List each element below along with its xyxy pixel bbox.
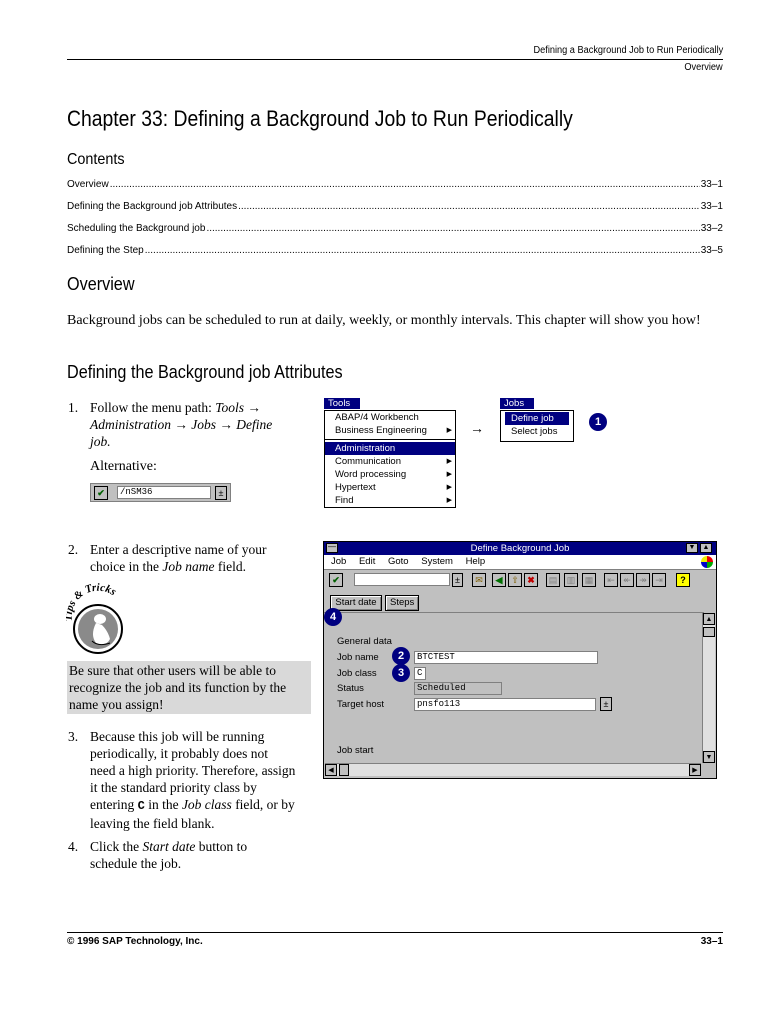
system-menu-icon[interactable]: — xyxy=(328,542,336,551)
callout-badge-3: 3 xyxy=(392,664,410,682)
footer-copyright: © 1996 SAP Technology, Inc. xyxy=(67,936,203,947)
menu-item-administration[interactable] xyxy=(325,442,455,455)
command-field[interactable]: /nSM36 xyxy=(117,486,211,499)
menu-item-define-job[interactable] xyxy=(505,412,569,425)
last-page-icon[interactable]: ⇥ xyxy=(652,573,666,587)
menu-edit[interactable]: Edit xyxy=(358,556,376,567)
scroll-up-icon[interactable]: ▲ xyxy=(703,613,715,625)
callout-badge-1: 1 xyxy=(589,413,607,431)
menu-system[interactable]: System xyxy=(421,556,453,567)
scroll-down-icon[interactable]: ▼ xyxy=(703,751,715,763)
toc-leader xyxy=(145,245,700,256)
job-name-label: Job name xyxy=(337,652,379,663)
code-value: C xyxy=(137,799,145,813)
previous-page-icon[interactable]: ↞ xyxy=(620,573,634,587)
footer-page-number: 33–1 xyxy=(700,936,723,947)
job-start-label: Job start xyxy=(337,745,374,756)
step-1 xyxy=(68,399,296,459)
header-rule xyxy=(67,59,723,60)
callout-badge-4: 4 xyxy=(324,608,342,626)
status-field: Scheduled xyxy=(414,682,502,695)
toolbar-divider xyxy=(324,612,704,613)
button-name: Start date xyxy=(142,839,196,854)
help-icon[interactable]: ? xyxy=(676,573,690,587)
toc-leader xyxy=(110,179,700,190)
submenu-arrow-icon: ▶ xyxy=(446,484,452,491)
command-bar xyxy=(90,483,231,502)
first-page-icon[interactable]: ⇤ xyxy=(604,573,618,587)
field-name: Job name xyxy=(162,559,215,574)
toc-row[interactable] xyxy=(67,245,723,256)
step-number: 3. xyxy=(68,729,79,744)
step-number: 2. xyxy=(68,542,79,557)
menu-item-label: Select jobs xyxy=(511,426,558,437)
define-background-job-window xyxy=(323,541,717,779)
window-title: Define Background Job xyxy=(470,543,570,554)
dropdown-icon[interactable]: ± xyxy=(600,697,612,711)
job-class-label: Job class xyxy=(337,668,377,679)
step-text-part: in the xyxy=(144,797,182,812)
tips-and-tricks-icon xyxy=(66,583,130,657)
menu-job[interactable]: Job xyxy=(331,556,347,567)
menu-arrow: → xyxy=(470,422,484,437)
step-3 xyxy=(68,728,296,832)
submenu-arrow-icon: ▶ xyxy=(446,458,452,465)
menu-item-communication[interactable] xyxy=(325,455,455,468)
step-text-part: Enter a descriptive name of your choice in the xyxy=(90,542,267,574)
toc-row[interactable] xyxy=(67,201,723,212)
toc-title: Scheduling the Background job xyxy=(67,223,206,234)
horizontal-scrollbar[interactable] xyxy=(325,763,701,776)
enter-checkmark-icon[interactable]: ✔ xyxy=(94,486,108,500)
menu-item-word-processing[interactable] xyxy=(325,468,455,481)
toc-page: 33–2 xyxy=(700,223,723,234)
toc-page: 33–1 xyxy=(700,201,723,212)
menu-item-label: Define job xyxy=(511,413,554,424)
step-text-part: Because this job will be running periodically, it probably does not need a high priority. Therefore, assign it the standard priority class by entering xyxy=(90,729,296,812)
minimize-icon[interactable]: ▼ xyxy=(686,543,698,553)
alternative-label: Alternative: xyxy=(90,459,157,474)
toc-row[interactable] xyxy=(67,223,723,234)
submenu-arrow-icon: ▶ xyxy=(446,497,452,504)
toc-title: Defining the Step xyxy=(67,245,144,256)
menu-item-label: Communication xyxy=(335,456,401,467)
find-next-icon[interactable]: ▦ xyxy=(582,573,596,587)
toc-leader xyxy=(238,201,700,212)
contents-heading: Contents xyxy=(67,151,125,168)
target-host-label: Target host xyxy=(337,699,384,710)
step-text-part: Click the xyxy=(90,839,143,854)
toc-leader xyxy=(206,223,699,234)
enter-checkmark-icon[interactable]: ✔ xyxy=(329,573,343,587)
step-text xyxy=(90,399,296,450)
window-title-bar xyxy=(324,542,716,555)
menu-separator xyxy=(325,439,455,440)
command-field[interactable] xyxy=(354,573,450,586)
vertical-scrollbar[interactable] xyxy=(702,613,715,763)
menu-item-label: ABAP/4 Workbench xyxy=(335,412,419,423)
menu-item-select-jobs[interactable] xyxy=(501,425,573,438)
toc-title: Overview xyxy=(67,179,109,190)
menu-path: Tools → Administration → Jobs → Define job. xyxy=(90,400,273,449)
step-number: 4. xyxy=(68,839,79,854)
print-icon[interactable]: ▤ xyxy=(546,573,560,587)
running-header-section: Overview xyxy=(684,62,723,73)
dropdown-icon[interactable]: ± xyxy=(452,573,463,587)
tools-menu-title[interactable]: Tools xyxy=(324,398,360,409)
general-data-label: General data xyxy=(337,636,392,647)
step-4 xyxy=(68,838,296,874)
maximize-icon[interactable]: ▲ xyxy=(700,543,712,553)
job-class-field[interactable]: C xyxy=(414,667,426,680)
step-text-part: button to schedule the job. xyxy=(90,839,248,871)
toc-row[interactable] xyxy=(67,179,723,190)
step-text-part: field, or by leaving the field blank. xyxy=(90,797,295,831)
field-name: Job class xyxy=(181,797,232,812)
cancel-icon[interactable]: ✖ xyxy=(524,573,538,587)
target-host-field[interactable]: pnsfo113 xyxy=(414,698,596,711)
jobs-menu-title[interactable]: Jobs xyxy=(500,398,534,409)
save-icon[interactable]: ✉ xyxy=(472,573,486,587)
submenu-arrow-icon: ▶ xyxy=(446,471,452,478)
menu-item-label: Administration xyxy=(335,443,396,454)
find-icon[interactable]: ▥ xyxy=(564,573,578,587)
status-label: Status xyxy=(337,683,364,694)
step-text xyxy=(90,728,296,832)
submenu-arrow-icon: ▶ xyxy=(446,427,452,434)
scroll-right-icon[interactable]: ▶ xyxy=(689,764,701,776)
menu-item-label: Find xyxy=(335,495,354,506)
menu-item-label: Business Engineering xyxy=(335,425,427,436)
tools-menu xyxy=(324,410,456,508)
attributes-heading: Defining the Background job Attributes xyxy=(67,362,343,382)
menu-item-hypertext[interactable] xyxy=(325,481,455,494)
menu-item-label: Hypertext xyxy=(335,482,376,493)
menu-item-abap-workbench[interactable] xyxy=(325,411,455,424)
toc-page: 33–1 xyxy=(700,179,723,190)
toc-title: Defining the Background job Attributes xyxy=(67,201,238,212)
tip-box: Be sure that other users will be able to recognize the job and its function by the name you assign! xyxy=(67,661,311,714)
menu-item-business-engineering[interactable] xyxy=(325,424,455,437)
toc-page: 33–5 xyxy=(700,245,723,256)
step-text-part: field. xyxy=(214,559,246,574)
job-name-field[interactable]: BTCTEST xyxy=(414,651,598,664)
step-text xyxy=(90,541,296,575)
window-menu-bar xyxy=(324,555,716,570)
menu-help[interactable]: Help xyxy=(465,556,486,567)
menu-goto[interactable]: Goto xyxy=(387,556,409,567)
callout-badge-2: 2 xyxy=(392,647,410,665)
menu-item-find[interactable] xyxy=(325,494,455,507)
scroll-thumb[interactable] xyxy=(339,764,349,776)
step-number: 1. xyxy=(68,400,79,415)
tips-label: s & Tricks xyxy=(66,583,119,608)
jobs-menu xyxy=(500,410,574,442)
back-icon[interactable]: ◀ xyxy=(492,573,506,587)
chapter-title: Chapter 33: Defining a Background Job to Run Periodically xyxy=(67,106,573,131)
menu-item-label: Word processing xyxy=(335,469,407,480)
steps-button[interactable]: Steps xyxy=(385,595,419,611)
start-date-button[interactable]: Start date xyxy=(330,595,382,611)
exit-icon[interactable]: ⇧ xyxy=(508,573,522,587)
scroll-thumb[interactable] xyxy=(703,627,715,637)
running-header-title: Defining a Background Job to Run Periodically xyxy=(533,45,723,56)
step-text xyxy=(90,838,296,872)
footer-rule xyxy=(67,932,723,933)
step-2 xyxy=(68,541,296,577)
dropdown-icon[interactable]: ± xyxy=(215,486,227,500)
sap-logo-icon xyxy=(701,556,713,568)
step-text-part: Follow the menu path: xyxy=(90,400,216,415)
overview-text: Background jobs can be scheduled to run at daily, weekly, or monthly intervals. This chapter will show you how! xyxy=(67,313,701,328)
scroll-left-icon[interactable]: ◀ xyxy=(325,764,337,776)
next-page-icon[interactable]: ↠ xyxy=(636,573,650,587)
overview-heading: Overview xyxy=(67,274,135,294)
